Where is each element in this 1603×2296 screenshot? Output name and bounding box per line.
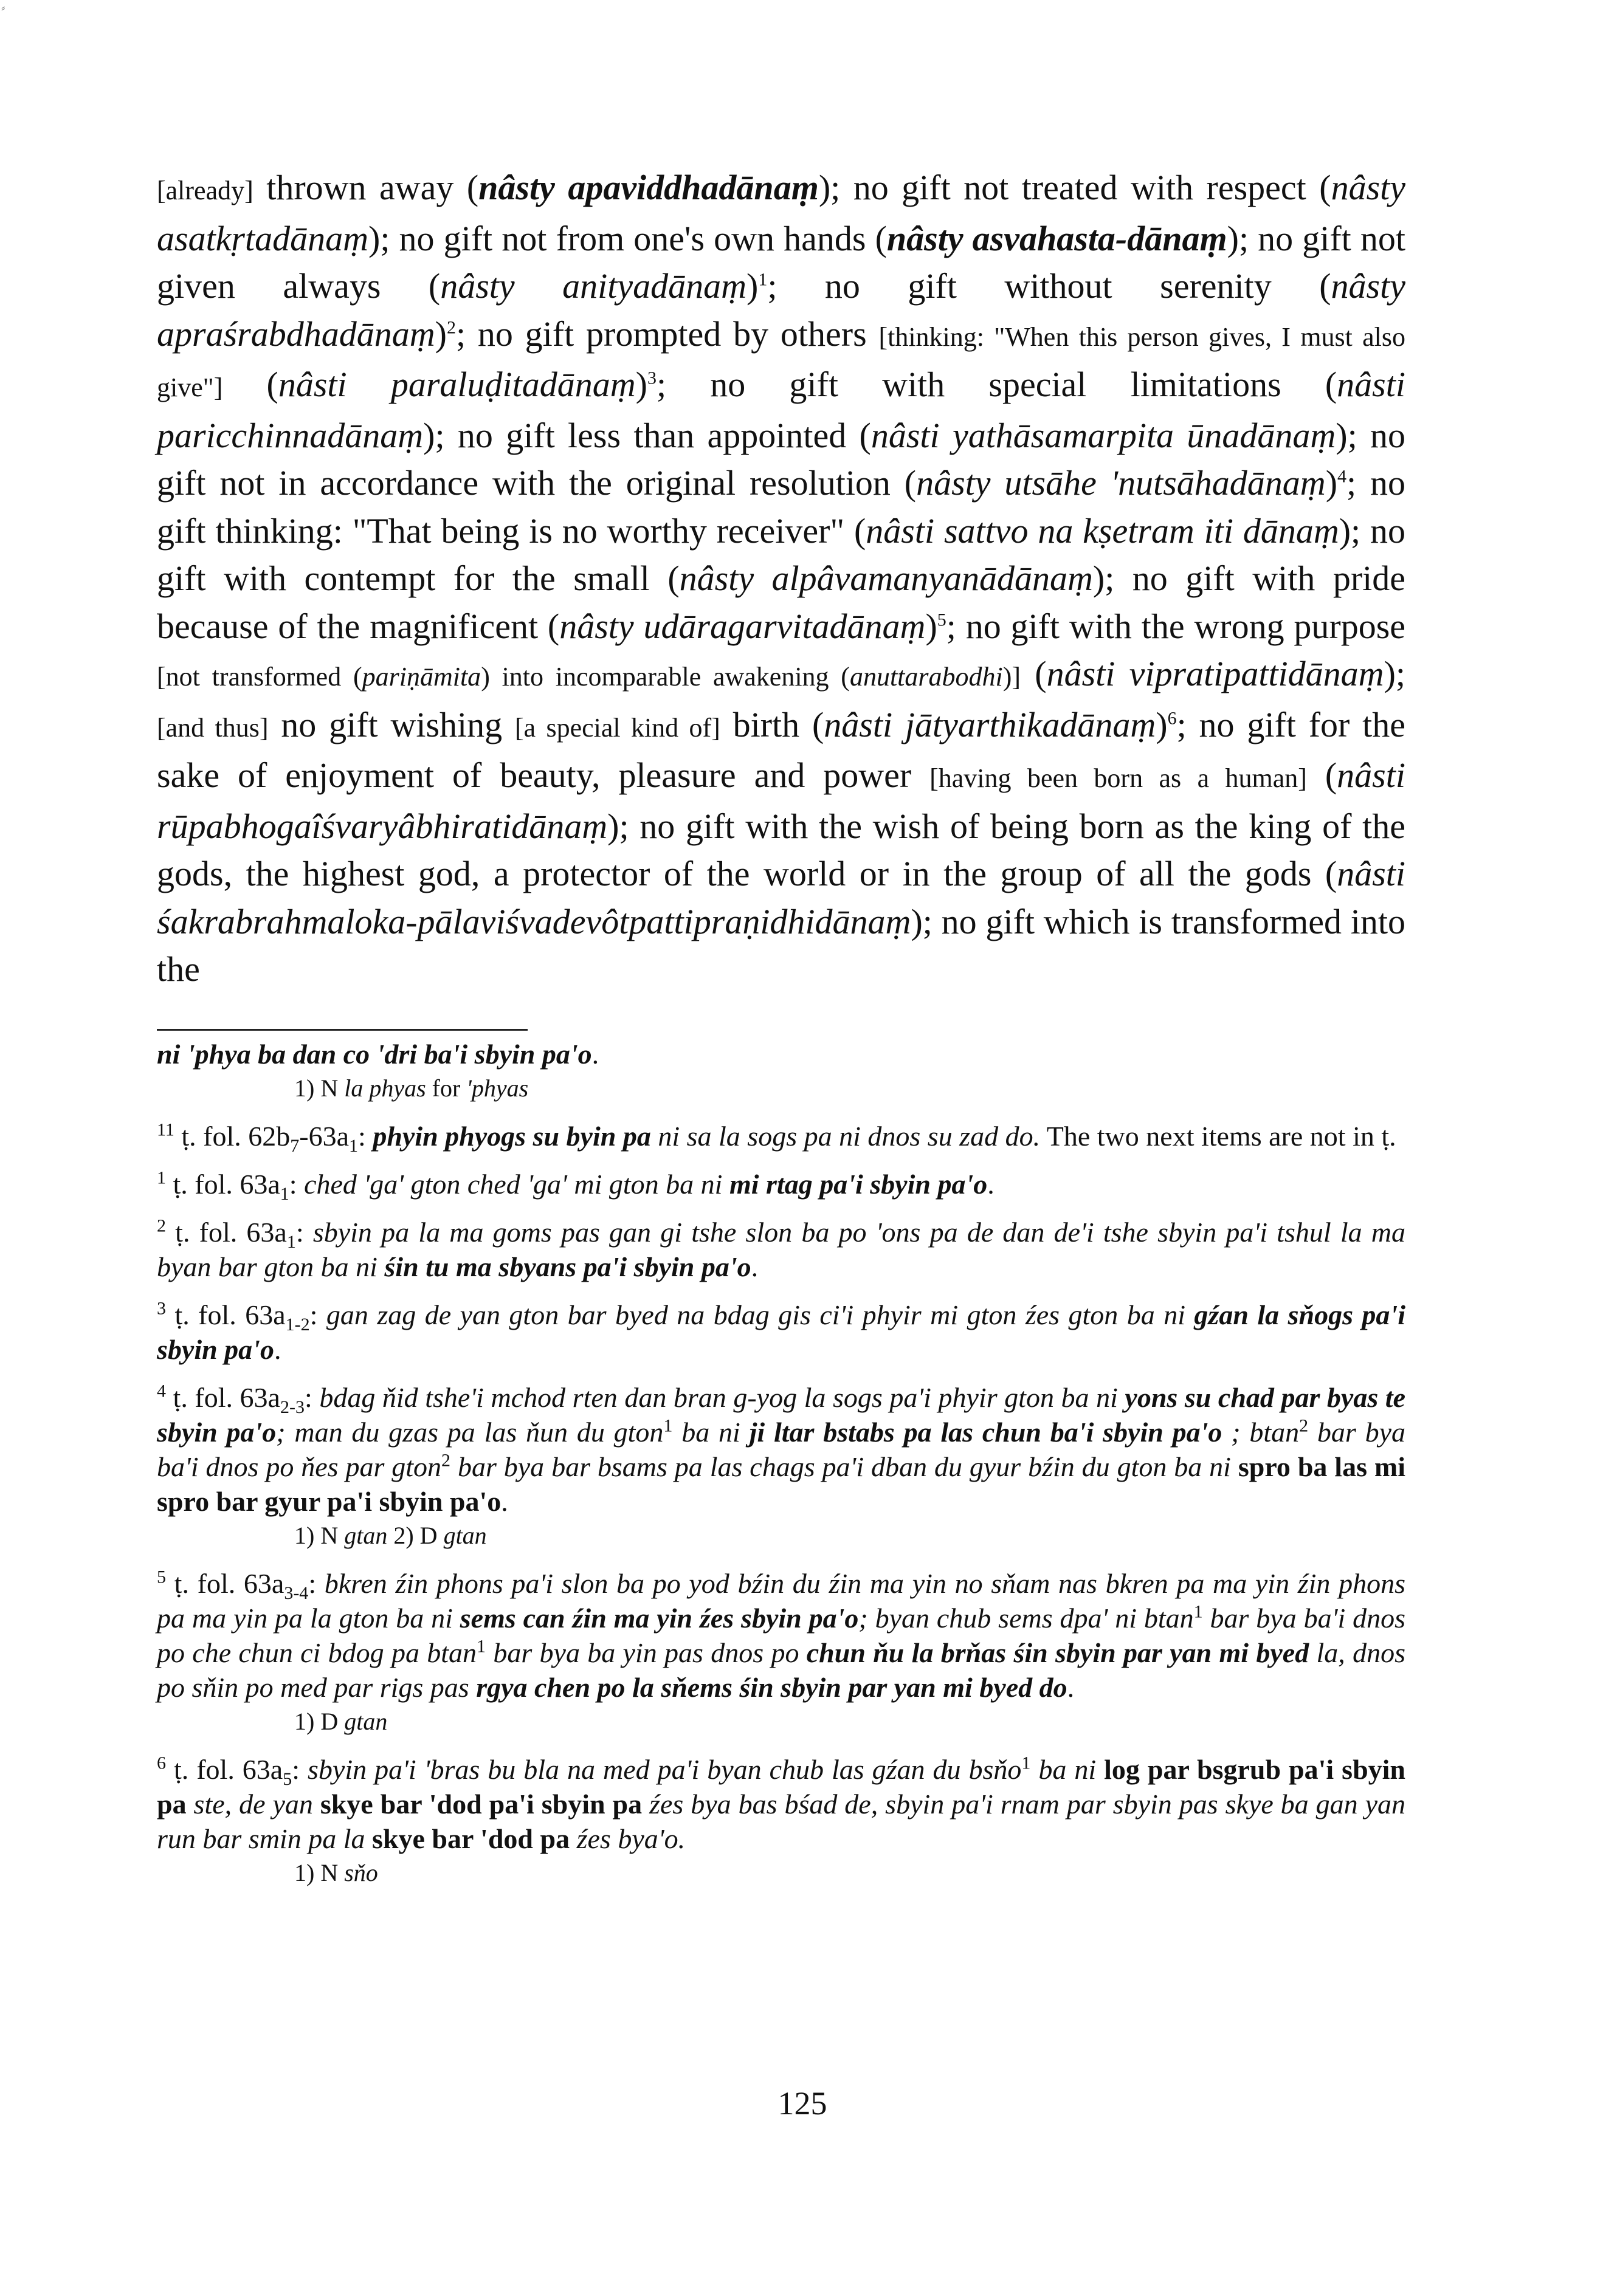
text-segment: 2) D [387,1522,444,1549]
footnote-separator [157,1029,528,1031]
footnote [157,1037,1405,1071]
text-segment: ṭ. fol. 63a [166,1754,283,1785]
text-segment: nâsti śakrabrahmaloka-pālaviśvadevôtpattipraṇidhidānaṃ [157,854,1405,941]
text-segment: nâsti jātyarthikadānaṃ [824,704,1156,744]
text-segment: gtan [344,1522,388,1549]
text-segment: . [591,1039,599,1070]
text-segment: : [295,1217,313,1248]
text-segment: 5 [937,610,946,630]
text-segment: ) [1156,704,1168,744]
text-segment: 2-3 [280,1397,305,1418]
text-segment: 7 [290,1136,300,1157]
text-segment: 3-4 [284,1583,309,1604]
text-segment: sems can źin ma yin źes sbyin pa'o [460,1603,859,1634]
text-segment: 1) N [294,1522,345,1549]
text-segment: nâsti paraluḍitadānaṃ [278,365,636,404]
text-segment: 11 [157,1119,174,1140]
variant-reading [157,1856,1405,1890]
footnote [157,1380,1405,1519]
text-segment: ); no gift with pride because of the magnificent ( [157,559,1405,646]
footnotes [157,1037,1405,1903]
text-segment: ) into incomparable awakening ( [481,662,850,692]
text-segment: 4 [1337,466,1347,487]
text-segment: la, dnos po sňin po med par rigs pas [157,1637,1405,1703]
scan-speck: ⸗ [1,1,5,15]
variant-reading [157,1705,1405,1739]
text-segment: nâsti paricchinnadānaṃ [157,365,1405,455]
text-segment: ; byan chub sems dpa' ni btan [858,1603,1194,1634]
text-segment: ); no gift which is transformed into the [157,901,1405,989]
text-segment: )] [1002,662,1021,692]
text-segment: 2 [446,317,456,338]
text-segment: skye bar 'dod pa [371,1823,570,1854]
text-segment: : [292,1754,308,1785]
text-segment: gan zag de yan gton bar byed na bdag gis ci'i phyir mi gton źes gton ba ni [326,1299,1194,1330]
text-segment: ( [1021,654,1047,693]
text-segment: 'phyas [466,1074,529,1102]
text-segment: ); no gift not treated with respect ( [818,168,1331,207]
text-segment: 6 [157,1753,166,1773]
text-segment: ); [1384,654,1405,693]
text-segment: ṭ. fol. 63a [166,1382,280,1413]
text-segment: bar bya ba yin pas dnos po [486,1637,807,1668]
footnote [157,1566,1405,1705]
text-segment: źes bya bas bśad de, sbyin pa'i rnam par sbyin pas skye ba gan yan run bar smin pa la [157,1789,1405,1854]
text-segment: 1) N [294,1859,345,1886]
footnote [157,1119,1405,1157]
text-segment: phyin phyogs su byin pa [373,1121,651,1152]
text-segment: . [1067,1672,1075,1703]
text-segment: ṭ. fol. 63a [166,1568,284,1599]
text-segment: 1 [758,269,768,290]
text-segment: bar bya ba'i dnos po che chun ci bdog pa btan [157,1603,1405,1668]
text-segment: ; no gift for the sake of enjoyment of beauty, pleasure and power [157,704,1406,795]
text-segment: śin tu ma sbyans pa'i sbyin pa'o [384,1251,751,1282]
text-segment: nâsti rūpabhogaîśvaryâbhiratidānaṃ [157,755,1405,846]
text-segment: [a special kind of] [514,712,720,743]
text-segment: sbyin pa'i 'bras bu bla na med pa'i byan chub las gźan du bsňo [308,1754,1022,1785]
text-segment: ); no gift less than appointed ( [423,415,871,455]
text-segment: nâsty asvahasta-dānaṃ [886,218,1227,258]
text-segment: skye bar 'dod pa'i sbyin pa [320,1789,643,1820]
text-segment: 1 [157,1167,166,1188]
text-segment: : [358,1121,373,1152]
footnote [157,1298,1405,1367]
text-segment: 3 [157,1298,166,1319]
footnote [157,1167,1405,1205]
text-segment: : [309,1299,326,1330]
text-segment: 1 [349,1136,359,1157]
text-segment: birth ( [720,704,824,744]
text-segment: nâsty udāragarvitadānaṃ [559,606,926,646]
text-segment: 6 [1167,708,1177,729]
variant-reading [157,1519,1405,1553]
text-segment: ) [1325,463,1338,503]
text-segment: nâsty asatkṛtadānaṃ [157,168,1405,258]
text-segment: ) [635,365,647,404]
text-segment: ni 'phya ba dan co 'dri ba'i sbyin pa'o [157,1039,592,1070]
text-segment: no gift wishing [268,704,515,744]
text-segment: nâsty apraśrabdhadānaṃ [157,266,1405,354]
text-segment: la phyas [344,1074,426,1102]
footnote [157,1752,1405,1856]
text-segment: 5 [283,1769,292,1790]
text-segment: nâsty anityadānaṃ [440,266,746,306]
text-segment: źes bya'o. [570,1823,686,1854]
text-segment: ( [222,365,278,404]
text-segment: ) [925,606,937,646]
text-segment: 1-2 [285,1315,310,1335]
text-segment: ; no gift with special limitations ( [656,365,1337,404]
text-segment: for [426,1074,467,1102]
text-segment: ba ni [672,1417,750,1448]
text-segment: : [289,1169,305,1200]
text-segment: The two next items are not in ṭ. [1040,1121,1396,1152]
text-segment: ji ltar bstabs pa las chun ba'i sbyin pa'o [749,1417,1222,1448]
text-segment: 2 [441,1450,451,1471]
text-segment: yons su chad par byas te sbyin pa'o [157,1382,1405,1448]
text-segment: gtan [344,1708,388,1735]
text-segment: 1 [1021,1753,1031,1773]
text-segment: 1 [286,1232,296,1253]
text-segment: ṭ. fol. 62b [174,1121,291,1152]
text-segment: spro ba las mi spro bar gyur pa'i sbyin pa'o [157,1451,1405,1517]
main-text-paragraph [157,164,1405,994]
text-segment: ; no gift with the wrong purpose [946,606,1406,646]
text-segment: bdag ňid tshe'i mchod rten dan bran g-yog la sogs pa'i phyir gton ba ni [319,1382,1125,1413]
text-segment: bar bya ba'i dnos po ňes par gton [157,1417,1406,1482]
text-segment: 1 [1193,1601,1203,1622]
text-segment: : [308,1568,325,1599]
text-segment: 1) D [294,1708,345,1735]
text-segment: ni sa la sogs pa ni dnos su zad do. [650,1121,1041,1152]
text-segment: ); no gift not given always ( [157,218,1406,306]
text-segment: 2 [1299,1415,1309,1436]
text-segment: ; no gift thinking: "That being is no worthy receiver" ( [157,463,1405,551]
text-segment: : [304,1382,320,1413]
text-segment: ; no gift without serenity ( [767,266,1331,306]
text-segment: bkren źin phons pa'i slon ba po yod bźin du źin ma yin no sňam nas bkren pa ma yin źin phons pa ma yin pa la gton ba ni [157,1568,1405,1634]
text-segment: pariṇāmita [362,662,481,692]
text-segment: bar bya bar bsams pa las chags pa'i dban du gyur bźin du gton ba ni [450,1451,1238,1482]
text-segment: 4 [157,1381,166,1401]
text-segment: 3 [647,368,657,388]
text-segment: nâsti yathāsamarpita ūnadānaṃ [870,415,1336,455]
text-segment: ba ni [1030,1754,1105,1785]
text-segment: 5 [157,1567,166,1587]
text-segment: 2 [157,1215,166,1236]
text-segment: . [501,1486,508,1517]
text-segment: . [274,1334,281,1365]
text-segment: chun ňu la brňas śin sbyin par yan mi byed [806,1637,1309,1668]
text-segment: [having been born as a human] [929,763,1307,793]
text-segment: . [751,1251,759,1282]
page-number: 125 [777,2085,827,2122]
text-segment: [thinking: "When this person gives, I must also give"] [157,321,1405,402]
text-segment: log par bsgrub pa'i sbyin pa [157,1754,1406,1820]
footnote [157,1215,1405,1284]
text-segment: nâsti sattvo na kṣetram iti dānaṃ [866,510,1339,551]
text-segment: ; btan [1222,1417,1300,1448]
text-segment: rgya chen po la sňems śin sbyin par yan mi byed do [476,1672,1067,1703]
text-segment: thrown away ( [253,168,479,207]
text-segment: [not transformed ( [157,662,362,692]
text-segment: nâsty alpâvamanyanādānaṃ [679,559,1093,598]
variant-reading [157,1071,1405,1105]
text-segment: gźan la sňogs pa'i sbyin pa'o [157,1299,1405,1365]
text-segment: nâsti vipratipattidānaṃ [1046,654,1384,693]
text-segment: ; no gift prompted by others [455,314,879,354]
text-segment: 1 [663,1415,673,1436]
text-segment: ); no gift not from one's own hands ( [368,218,887,258]
text-segment: ched 'ga' gton ched 'ga' mi gton ba ni [304,1169,729,1200]
text-segment: ) [746,266,759,306]
text-segment: 1 [280,1184,289,1205]
text-segment: [and thus] [157,712,269,743]
text-segment: ); no gift not in accordance with the original resolution ( [157,415,1405,503]
text-segment: sňo [344,1859,378,1886]
text-segment: ṭ. fol. 63a [166,1217,287,1248]
text-segment: mi rtag pa'i sbyin pa'o [729,1169,988,1200]
text-segment: nâsty apaviddhadānaṃ [478,168,819,207]
text-segment: anuttarabodhi [849,662,1003,692]
text-segment: [already] [157,176,253,205]
text-segment: 1 [477,1636,486,1657]
text-segment: ṭ. fol. 63a [166,1169,280,1200]
text-segment: gtan [443,1522,487,1549]
text-segment: . [987,1169,995,1200]
text-segment: ) [435,314,447,354]
text-segment: ṭ. fol. 63a [166,1299,286,1330]
text-segment: ); no gift with contempt for the small ( [157,510,1406,598]
text-segment: nâsty utsāhe 'nutsāhadānaṃ [916,463,1326,503]
text-segment: ( [1306,755,1337,795]
text-segment: sbyin pa la ma goms pas gan gi tshe slon ba po 'ons pa de dan de'i tshe sbyin pa'i tshul la ma byan bar gton ba ni [157,1217,1406,1282]
text-segment: ; man du gzas pa las ňun du gton [276,1417,664,1448]
text-segment: -63a [299,1121,350,1152]
text-segment: ); no gift with the wish of being born as the king of the gods, the highest god, a protector of the world or in the group of all the gods ( [157,806,1405,893]
text-segment: ste, de yan [186,1789,320,1820]
text-segment: 1) N [294,1074,345,1102]
